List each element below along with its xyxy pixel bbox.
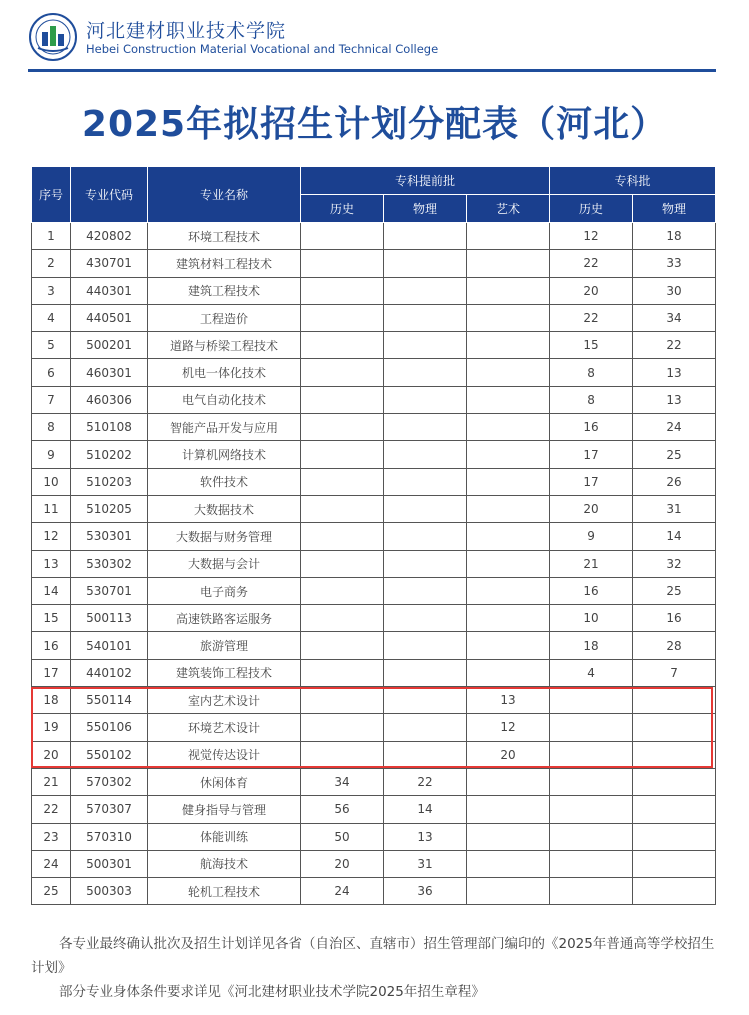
cell-regular-physics: 22 (633, 332, 716, 359)
cell-index: 12 (32, 523, 71, 550)
cell-regular-history: 18 (550, 632, 633, 659)
cell-index: 17 (32, 659, 71, 686)
cell-name: 环境工程技术 (148, 223, 301, 250)
cell-code: 530701 (71, 577, 148, 604)
cell-early-physics (384, 250, 467, 277)
cell-index: 16 (32, 632, 71, 659)
cell-early-history (301, 223, 384, 250)
cell-early-history (301, 441, 384, 468)
cell-regular-history (550, 878, 633, 905)
cell-regular-physics: 25 (633, 577, 716, 604)
cell-early-art (467, 823, 550, 850)
header-early-art: 艺术 (467, 195, 550, 223)
footnotes (31, 932, 721, 1004)
cell-code: 500201 (71, 332, 148, 359)
cell-early-history (301, 714, 384, 741)
cell-regular-history (550, 823, 633, 850)
cell-early-history: 20 (301, 850, 384, 877)
table-row (32, 850, 716, 877)
cell-regular-physics: 13 (633, 386, 716, 413)
cell-regular-physics: 14 (633, 523, 716, 550)
cell-name: 室内艺术设计 (148, 687, 301, 714)
cell-code: 510108 (71, 414, 148, 441)
cell-name: 大数据与会计 (148, 550, 301, 577)
cell-early-art (467, 632, 550, 659)
header-early-physics: 物理 (384, 195, 467, 223)
cell-early-history (301, 495, 384, 522)
footnote-batch: 各专业最终确认批次及招生计划详见各省（自治区、直辖市）招生管理部门编印的《2025年普通高等学校招生计划》 (31, 936, 715, 976)
cell-index: 14 (32, 577, 71, 604)
cell-index: 10 (32, 468, 71, 495)
cell-name: 大数据技术 (148, 495, 301, 522)
cell-code: 420802 (71, 223, 148, 250)
header-group-early: 专科提前批 (301, 167, 550, 195)
cell-regular-history: 21 (550, 550, 633, 577)
cell-early-history: 50 (301, 823, 384, 850)
header-code: 专业代码 (71, 167, 148, 223)
cell-name: 视觉传达设计 (148, 741, 301, 768)
cell-early-physics (384, 550, 467, 577)
cell-early-physics (384, 441, 467, 468)
cell-regular-physics: 34 (633, 304, 716, 331)
cell-regular-physics: 18 (633, 223, 716, 250)
cell-regular-physics (633, 878, 716, 905)
cell-early-art (467, 577, 550, 604)
cell-early-physics (384, 468, 467, 495)
cell-code: 500113 (71, 605, 148, 632)
cell-name: 休闲体育 (148, 768, 301, 795)
cell-early-art (467, 386, 550, 413)
cell-regular-history: 22 (550, 304, 633, 331)
page-header (28, 10, 718, 72)
cell-early-art (467, 468, 550, 495)
cell-index: 18 (32, 687, 71, 714)
page-title: 2025年拟招生计划分配表（河北） (81, 104, 668, 145)
header-early-history: 历史 (301, 195, 384, 223)
cell-code: 540101 (71, 632, 148, 659)
cell-name: 软件技术 (148, 468, 301, 495)
table-row (32, 523, 716, 550)
table-row (32, 277, 716, 304)
cell-index: 24 (32, 850, 71, 877)
cell-early-physics (384, 223, 467, 250)
cell-code: 460306 (71, 386, 148, 413)
cell-early-physics: 22 (384, 768, 467, 795)
cell-code: 550106 (71, 714, 148, 741)
cell-name: 大数据与财务管理 (148, 523, 301, 550)
header-group-regular: 专科批 (550, 167, 716, 195)
cell-index: 2 (32, 250, 71, 277)
cell-index: 22 (32, 796, 71, 823)
cell-code: 510203 (71, 468, 148, 495)
cell-name: 建筑装饰工程技术 (148, 659, 301, 686)
cell-regular-physics: 30 (633, 277, 716, 304)
cell-regular-physics: 28 (633, 632, 716, 659)
cell-regular-physics: 13 (633, 359, 716, 386)
cell-early-physics: 36 (384, 878, 467, 905)
cell-early-physics (384, 386, 467, 413)
table-row (32, 495, 716, 522)
cell-name: 工程造价 (148, 304, 301, 331)
cell-regular-history: 8 (550, 359, 633, 386)
cell-early-art (467, 796, 550, 823)
cell-early-art (467, 250, 550, 277)
cell-early-art (467, 605, 550, 632)
table-row (32, 332, 716, 359)
cell-early-history (301, 277, 384, 304)
cell-early-history (301, 468, 384, 495)
cell-code: 460301 (71, 359, 148, 386)
cell-code: 550114 (71, 687, 148, 714)
cell-regular-history (550, 768, 633, 795)
cell-regular-history: 17 (550, 441, 633, 468)
cell-early-art (467, 414, 550, 441)
cell-index: 6 (32, 359, 71, 386)
cell-early-physics (384, 359, 467, 386)
header-divider (28, 69, 716, 72)
cell-early-art: 12 (467, 714, 550, 741)
cell-early-physics (384, 714, 467, 741)
table-body (32, 223, 716, 905)
cell-regular-physics: 25 (633, 441, 716, 468)
cell-name: 旅游管理 (148, 632, 301, 659)
cell-early-physics: 31 (384, 850, 467, 877)
cell-regular-history: 20 (550, 277, 633, 304)
table-row (32, 632, 716, 659)
cell-regular-history: 8 (550, 386, 633, 413)
cell-early-art (467, 850, 550, 877)
cell-regular-history: 9 (550, 523, 633, 550)
cell-early-physics (384, 605, 467, 632)
cell-early-art (467, 441, 550, 468)
cell-early-history: 56 (301, 796, 384, 823)
header-index: 序号 (32, 167, 71, 223)
cell-index: 21 (32, 768, 71, 795)
cell-index: 5 (32, 332, 71, 359)
cell-index: 8 (32, 414, 71, 441)
table-row (32, 304, 716, 331)
cell-early-art (467, 878, 550, 905)
cell-regular-history: 22 (550, 250, 633, 277)
table-row (32, 714, 716, 741)
cell-regular-physics: 24 (633, 414, 716, 441)
cell-code: 500303 (71, 878, 148, 905)
cell-early-art (467, 359, 550, 386)
cell-regular-history: 16 (550, 577, 633, 604)
cell-index: 11 (32, 495, 71, 522)
cell-regular-history (550, 850, 633, 877)
cell-early-history (301, 659, 384, 686)
cell-regular-physics: 33 (633, 250, 716, 277)
cell-name: 环境艺术设计 (148, 714, 301, 741)
cell-name: 航海技术 (148, 850, 301, 877)
cell-early-physics (384, 659, 467, 686)
cell-index: 4 (32, 304, 71, 331)
cell-early-history (301, 687, 384, 714)
table-row (32, 878, 716, 905)
cell-regular-physics (633, 714, 716, 741)
cell-code: 570307 (71, 796, 148, 823)
cell-name: 高速铁路客运服务 (148, 605, 301, 632)
cell-early-physics: 14 (384, 796, 467, 823)
header-regular-physics: 物理 (633, 195, 716, 223)
cell-early-physics (384, 495, 467, 522)
cell-early-physics (384, 577, 467, 604)
cell-regular-physics: 31 (633, 495, 716, 522)
cell-code: 550102 (71, 741, 148, 768)
cell-name: 建筑材料工程技术 (148, 250, 301, 277)
table-row (32, 223, 716, 250)
header-name: 专业名称 (148, 167, 301, 223)
cell-code: 430701 (71, 250, 148, 277)
cell-code: 440102 (71, 659, 148, 686)
cell-regular-history: 10 (550, 605, 633, 632)
cell-early-physics (384, 414, 467, 441)
cell-index: 15 (32, 605, 71, 632)
cell-regular-physics (633, 823, 716, 850)
table-row (32, 359, 716, 386)
table-row (32, 414, 716, 441)
table-row (32, 823, 716, 850)
cell-early-history: 24 (301, 878, 384, 905)
cell-early-art (467, 223, 550, 250)
cell-regular-history: 17 (550, 468, 633, 495)
cell-code: 440501 (71, 304, 148, 331)
cell-regular-physics (633, 768, 716, 795)
cell-regular-physics: 32 (633, 550, 716, 577)
cell-early-history: 34 (301, 768, 384, 795)
cell-name: 机电一体化技术 (148, 359, 301, 386)
cell-early-history (301, 359, 384, 386)
cell-early-history (301, 386, 384, 413)
cell-early-art (467, 550, 550, 577)
enrollment-plan-table (31, 166, 716, 905)
cell-index: 7 (32, 386, 71, 413)
cell-early-history (301, 414, 384, 441)
cell-name: 智能产品开发与应用 (148, 414, 301, 441)
cell-early-art (467, 495, 550, 522)
header-regular-history: 历史 (550, 195, 633, 223)
table-row (32, 659, 716, 686)
cell-name: 电气自动化技术 (148, 386, 301, 413)
cell-regular-history: 16 (550, 414, 633, 441)
cell-regular-physics (633, 850, 716, 877)
cell-regular-physics: 7 (633, 659, 716, 686)
cell-regular-history: 20 (550, 495, 633, 522)
table-row (32, 741, 716, 768)
cell-early-history (301, 304, 384, 331)
cell-early-physics (384, 741, 467, 768)
cell-name: 体能训练 (148, 823, 301, 850)
table-row (32, 687, 716, 714)
cell-regular-physics: 16 (633, 605, 716, 632)
cell-code: 440301 (71, 277, 148, 304)
cell-index: 9 (32, 441, 71, 468)
cell-early-history (301, 523, 384, 550)
cell-early-history (301, 550, 384, 577)
table-row (32, 768, 716, 795)
cell-index: 23 (32, 823, 71, 850)
cell-name: 电子商务 (148, 577, 301, 604)
cell-early-history (301, 632, 384, 659)
cell-regular-history: 4 (550, 659, 633, 686)
cell-early-art: 13 (467, 687, 550, 714)
table-row (32, 441, 716, 468)
cell-early-physics (384, 332, 467, 359)
cell-early-history (301, 332, 384, 359)
cell-early-art (467, 304, 550, 331)
college-logo-icon (28, 12, 78, 62)
cell-early-art: 20 (467, 741, 550, 768)
cell-regular-physics (633, 687, 716, 714)
cell-early-history (301, 741, 384, 768)
table-row (32, 386, 716, 413)
cell-early-physics (384, 632, 467, 659)
school-name-cn: 河北建材职业技术学院 (86, 20, 287, 42)
table-row (32, 605, 716, 632)
table-row (32, 468, 716, 495)
cell-regular-history (550, 687, 633, 714)
cell-index: 20 (32, 741, 71, 768)
table-row (32, 550, 716, 577)
cell-code: 530302 (71, 550, 148, 577)
cell-early-physics: 13 (384, 823, 467, 850)
cell-code: 500301 (71, 850, 148, 877)
cell-name: 轮机工程技术 (148, 878, 301, 905)
school-name-en: Hebei Construction Material Vocational and Technical College (86, 42, 439, 56)
cell-early-history (301, 577, 384, 604)
cell-early-art (467, 277, 550, 304)
footnote-physical: 部分专业身体条件要求详见《河北建材职业技术学院2025年招生章程》 (59, 984, 485, 1000)
cell-early-physics (384, 523, 467, 550)
cell-name: 建筑工程技术 (148, 277, 301, 304)
cell-code: 530301 (71, 523, 148, 550)
cell-index: 3 (32, 277, 71, 304)
cell-code: 510202 (71, 441, 148, 468)
cell-regular-physics (633, 796, 716, 823)
cell-early-history (301, 250, 384, 277)
table-row (32, 796, 716, 823)
cell-early-physics (384, 687, 467, 714)
cell-early-art (467, 768, 550, 795)
cell-name: 计算机网络技术 (148, 441, 301, 468)
cell-code: 570310 (71, 823, 148, 850)
cell-regular-history (550, 796, 633, 823)
cell-regular-history (550, 714, 633, 741)
cell-index: 19 (32, 714, 71, 741)
cell-early-physics (384, 277, 467, 304)
cell-early-history (301, 605, 384, 632)
cell-early-art (467, 332, 550, 359)
cell-name: 健身指导与管理 (148, 796, 301, 823)
cell-index: 25 (32, 878, 71, 905)
cell-index: 13 (32, 550, 71, 577)
cell-early-physics (384, 304, 467, 331)
cell-regular-history: 12 (550, 223, 633, 250)
cell-regular-history: 15 (550, 332, 633, 359)
table-row (32, 250, 716, 277)
cell-index: 1 (32, 223, 71, 250)
cell-early-art (467, 523, 550, 550)
cell-name: 道路与桥梁工程技术 (148, 332, 301, 359)
table-row (32, 577, 716, 604)
cell-code: 510205 (71, 495, 148, 522)
cell-code: 570302 (71, 768, 148, 795)
cell-early-art (467, 659, 550, 686)
cell-regular-history (550, 741, 633, 768)
cell-regular-physics (633, 741, 716, 768)
cell-regular-physics: 26 (633, 468, 716, 495)
